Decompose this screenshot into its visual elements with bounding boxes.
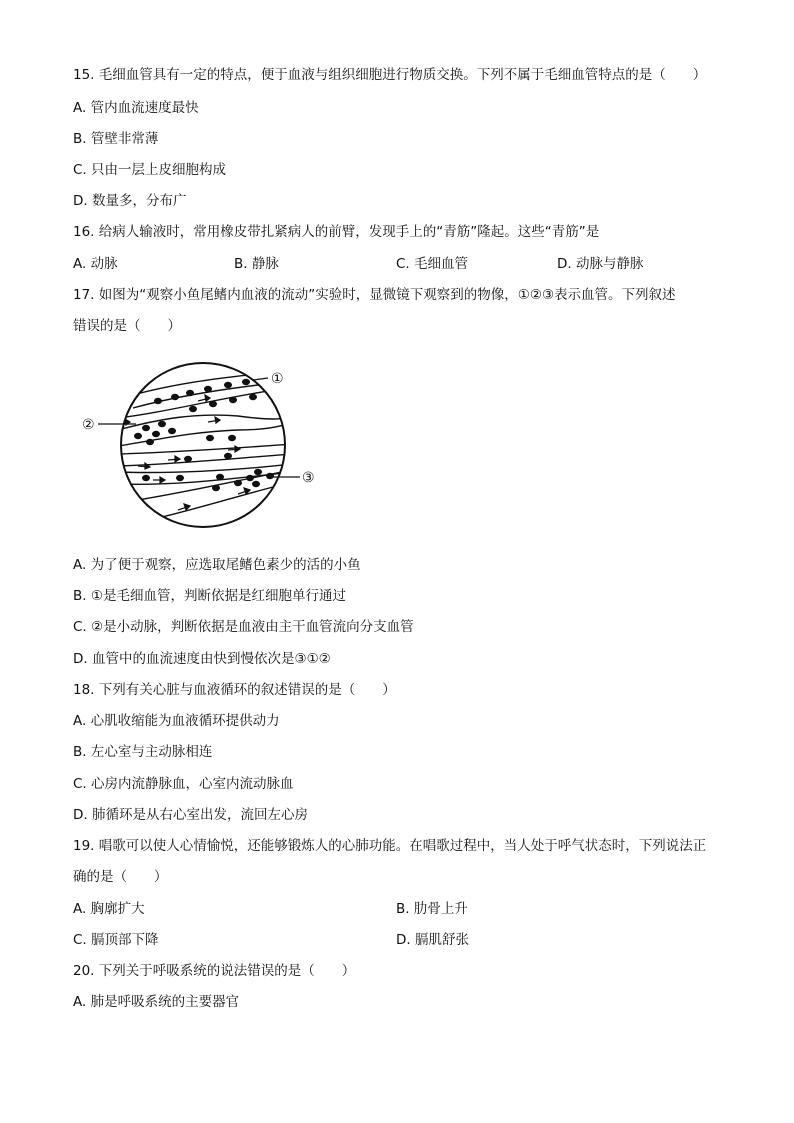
q18-option-c: C. 心房内流静脉血，心室内流动脉血 [73,776,294,792]
q17-option-c: C. ②是小动脉，判断依据是血液由主干血管流向分支血管 [73,619,414,635]
figure-label-2: ② [82,417,95,433]
q15-option-d: D. 数量多，分布广 [73,193,187,209]
q19-option-c: C. 膈顶部下降 [73,932,159,948]
q19-option-d: D. 膈肌舒张 [396,932,469,948]
q17-stem-line1: 17. 如图为“观察小鱼尾鳍内血液的流动”实验时，显微镜下观察到的物像，①②③表示血管。下列叙述 [73,287,676,303]
fish-tail-blood-flow-figure [78,360,338,539]
q19-option-a: A. 胸廓扩大 [73,901,145,917]
q16-option-c: C. 毛细血管 [396,256,469,272]
q19-option-b: B. 肋骨上升 [396,901,468,917]
q15-option-b: B. 管壁非常薄 [73,131,159,147]
q16-option-a: A. 动脉 [73,256,118,272]
q16-option-d: D. 动脉与静脉 [557,256,644,272]
q18-option-b: B. 左心室与主动脉相连 [73,744,213,760]
q20-stem: 20. 下列关于呼吸系统的说法错误的是（ ） [73,963,356,979]
q17-option-d: D. 血管中的血流速度由快到慢依次是③①② [73,651,331,667]
q15-option-c: C. 只由一层上皮细胞构成 [73,162,227,178]
q16-option-b: B. 静脉 [234,256,279,272]
q17-stem-line2: 错误的是（ ） [73,318,181,334]
q17-option-a: A. 为了便于观察，应选取尾鳍色素少的活的小鱼 [73,557,361,573]
q18-option-d: D. 肺循环是从右心室出发，流回左心房 [73,807,308,823]
q19-stem-line1: 19. 唱歌可以使人心情愉悦，还能够锻炼人的心肺功能。在唱歌过程中，当人处于呼气状态时，下列说法正 [73,838,707,854]
q18-option-a: A. 心肌收缩能为血液循环提供动力 [73,713,280,729]
q20-option-a: A. 肺是呼吸系统的主要器官 [73,994,240,1010]
q17-option-b: B. ①是毛细血管，判断依据是红细胞单行通过 [73,588,346,604]
q15-option-a: A. 管内血流速度最快 [73,100,199,116]
q15-stem: 15. 毛细血管具有一定的特点，便于血液与组织细胞进行物质交换。下列不属于毛细血管特点的是（ ） [73,67,707,83]
figure-label-1: ① [271,371,284,387]
figure-label-3: ③ [302,470,315,486]
q16-stem: 16. 给病人输液时，常用橡皮带扎紧病人的前臂，发现手上的“青筋”隆起。这些“青筋”是 [73,224,600,240]
q18-stem: 18. 下列有关心脏与血液循环的叙述错误的是（ ） [73,682,396,698]
q19-stem-line2: 确的是（ ） [73,869,168,885]
